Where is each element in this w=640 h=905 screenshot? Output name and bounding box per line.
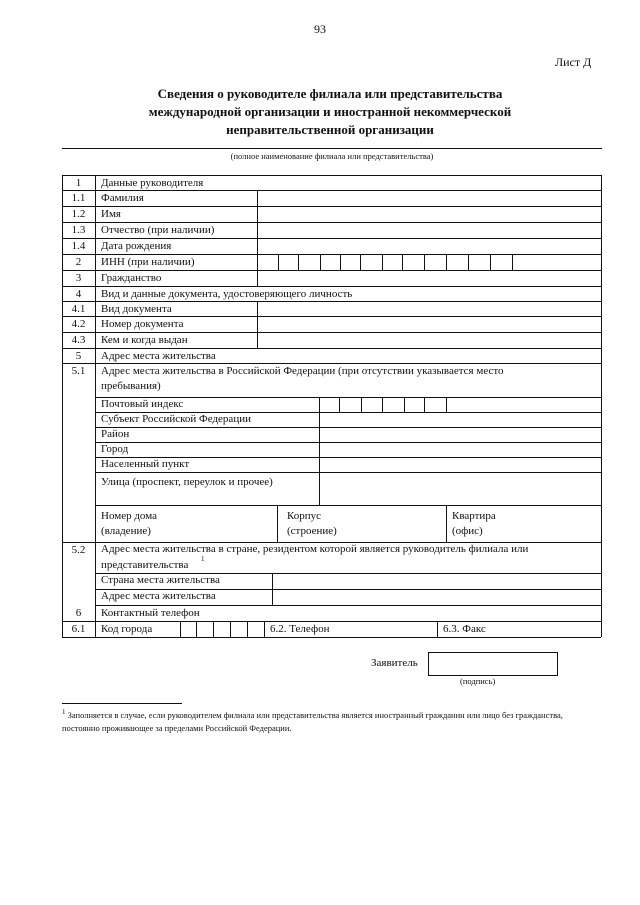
row-number: 1 xyxy=(75,177,82,189)
row-number: 4 xyxy=(75,288,82,300)
number-column-border xyxy=(95,175,96,637)
row-label: Номер документа xyxy=(101,318,184,330)
row-label: Адрес места жительства в стране, резидентом которой является руководитель филиала или xyxy=(101,543,529,555)
row-label: Адрес места жительства xyxy=(101,350,216,362)
row-label: Вид и данные документа, удостоверяющего личность xyxy=(101,288,353,300)
korpus-flat-divider xyxy=(446,505,447,542)
citizenship-input[interactable] xyxy=(258,270,600,286)
city-code-box xyxy=(247,621,248,637)
title-line-3: неправительственной организации xyxy=(226,122,434,137)
row-label: пребывания) xyxy=(101,380,161,392)
rule-line xyxy=(62,175,601,176)
phone-label: 6.2. Телефон xyxy=(270,623,330,635)
postal-digit-box xyxy=(339,397,340,412)
postal-digit-box xyxy=(424,397,425,412)
doc-issued-input[interactable] xyxy=(258,332,600,348)
street-input[interactable] xyxy=(320,472,600,505)
field-label: Корпус xyxy=(287,510,322,522)
row-label: Данные руководителя xyxy=(101,177,204,189)
row-number: 5 xyxy=(75,350,82,362)
rule-line xyxy=(62,621,601,622)
doc-type-input[interactable] xyxy=(258,301,600,317)
surname-input[interactable] xyxy=(258,190,600,206)
doc-number-input[interactable] xyxy=(258,316,600,332)
footnote-ref: 1 xyxy=(201,555,205,563)
city-input[interactable] xyxy=(320,442,600,457)
footnote-text: Заполняется в случае, если руководителем филиала или представительства является иностранный гражданин или лицо без гражданства, постоянно проживающее за пределами Российской Федерации. xyxy=(62,709,563,733)
row-label: Код города xyxy=(101,623,153,635)
locality-input[interactable] xyxy=(320,457,600,472)
field-label: Номер дома xyxy=(101,510,157,522)
title-line-2: международной организации и иностранной некоммерческой xyxy=(148,104,512,119)
row-label: Вид документа xyxy=(101,303,172,315)
inn-digit-box xyxy=(512,254,513,270)
rule-line xyxy=(62,637,601,638)
field-label: (владение) xyxy=(101,525,151,537)
row-number: 1.3 xyxy=(71,224,86,236)
table-right-border xyxy=(601,175,602,637)
row-label: ИНН (при наличии) xyxy=(101,256,195,268)
row-label: Фамилия xyxy=(101,192,144,204)
house-korpus-divider xyxy=(277,505,278,542)
sheet-label: Лист Д xyxy=(555,55,592,69)
postal-digit-box xyxy=(404,397,405,412)
patronymic-input[interactable] xyxy=(258,222,600,238)
row-number: 4.3 xyxy=(71,334,86,346)
row-label: Отчество (при наличии) xyxy=(101,224,215,236)
row-number: 6.1 xyxy=(71,623,86,635)
birthdate-input[interactable] xyxy=(258,238,600,254)
signature-label: Заявитель xyxy=(371,657,418,669)
page-number: 93 xyxy=(314,22,326,36)
postal-digit-box xyxy=(361,397,362,412)
country-input[interactable] xyxy=(273,573,600,589)
row-number: 4.2 xyxy=(71,318,86,330)
row-number: 2 xyxy=(75,256,82,268)
city-code-box xyxy=(213,621,214,637)
postal-digit-box xyxy=(382,397,383,412)
fax-divider xyxy=(437,621,438,637)
city-code-box xyxy=(196,621,197,637)
rule-line xyxy=(95,605,601,606)
title-line-1: Сведения о руководителе филиала или представительства xyxy=(157,86,503,101)
postal-digit-box xyxy=(446,397,447,412)
org-name-caption: (полное наименование филиала или представительства) xyxy=(230,151,434,161)
name-input[interactable] xyxy=(258,206,600,222)
city-code-box xyxy=(180,621,181,637)
row-number: 4.1 xyxy=(71,303,86,315)
inn-input[interactable] xyxy=(278,254,512,270)
field-label: Населенный пункт xyxy=(101,458,190,470)
row-number: 6 xyxy=(75,607,82,619)
district-input[interactable] xyxy=(320,427,600,442)
field-label: Город xyxy=(101,443,129,455)
rule-line xyxy=(62,286,601,287)
rule-line xyxy=(62,363,601,364)
row-number: 3 xyxy=(75,272,82,284)
field-label: Адрес места жительства xyxy=(101,590,216,602)
row-label: представительства xyxy=(101,559,189,571)
row-number: 5.1 xyxy=(71,365,86,377)
row-number: 1.2 xyxy=(71,208,86,220)
city-code-box xyxy=(230,621,231,637)
row-label: Имя xyxy=(101,208,121,220)
field-label: (строение) xyxy=(287,525,337,537)
row-number: 1.1 xyxy=(71,192,86,204)
rule-line xyxy=(62,348,601,349)
field-label: Субъект Российской Федерации xyxy=(101,413,251,425)
subject-input[interactable] xyxy=(320,412,600,427)
fax-label: 6.3. Факс xyxy=(443,623,486,635)
footnote xyxy=(62,706,602,735)
row-label: Дата рождения xyxy=(101,240,172,252)
footnote-mark: 1 xyxy=(62,708,66,716)
phone-divider xyxy=(264,621,265,637)
field-label: Квартира xyxy=(452,510,496,522)
signature-caption: (подпись) xyxy=(460,676,496,686)
foreign-address-input[interactable] xyxy=(273,589,600,605)
row-label: Адрес места жительства в Российской Федерации (при отсутствии указывается место xyxy=(101,365,504,377)
row-number: 1.4 xyxy=(71,240,86,252)
row-number: 5.2 xyxy=(71,544,86,556)
field-label: Район xyxy=(101,428,130,440)
field-label: Почтовый индекс xyxy=(101,398,184,410)
rule-line xyxy=(95,505,601,506)
signature-box[interactable] xyxy=(428,652,558,676)
row-label: Контактный телефон xyxy=(101,607,200,619)
row-label: Гражданство xyxy=(101,272,162,284)
field-label: Улица (проспект, переулок и прочее) xyxy=(101,476,273,488)
field-label: (офис) xyxy=(452,525,483,537)
row-label: Кем и когда выдан xyxy=(101,334,188,346)
footnote-separator xyxy=(62,703,182,704)
field-label: Страна места жительства xyxy=(101,574,220,586)
